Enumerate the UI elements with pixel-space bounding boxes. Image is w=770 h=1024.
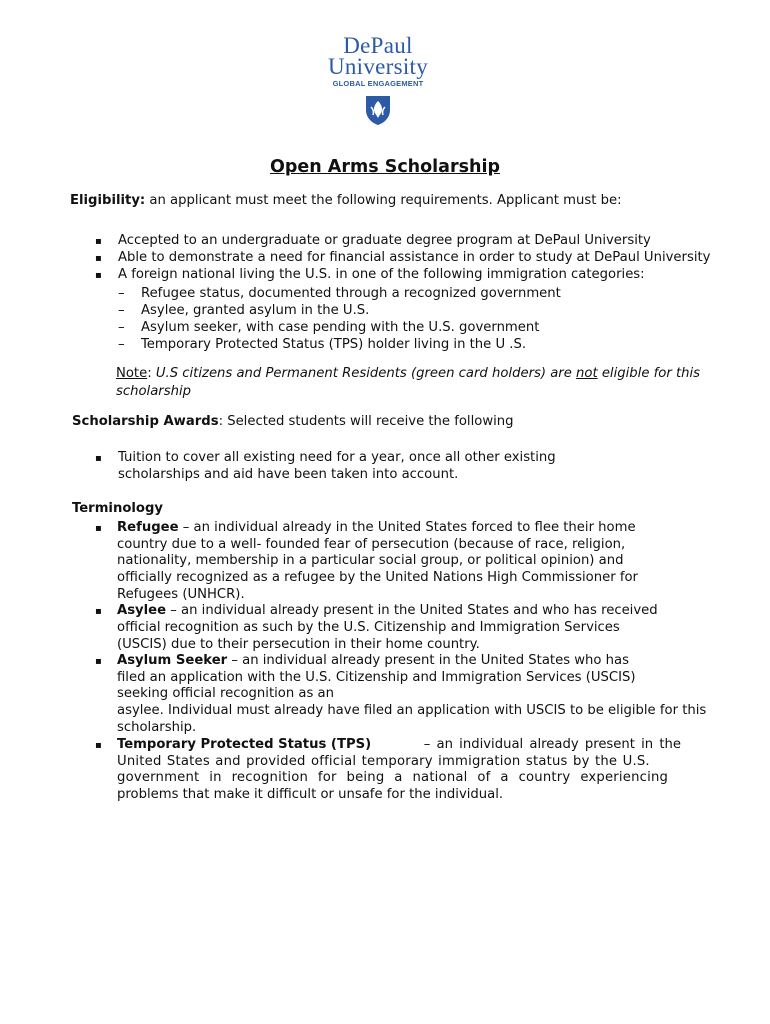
dash-icon: – [118,303,125,318]
dash-icon: – [118,337,125,352]
term-tps-line: problems that make it difficult or unsafe for the individual. [117,787,504,802]
note-not: not [576,366,598,381]
note-text: U.S citizens and Permanent Residents (green card holders) are [155,366,577,381]
term-seeker-line: filed an application with the U.S. Citizenship and Immigration Services (USCIS) [117,670,636,685]
term-tps-label: Temporary Protected Status (TPS) [117,737,372,752]
depaul-logo [318,33,438,126]
eligibility-subitem: Asylum seeker, with case pending with the U.S. government [141,320,540,335]
term-refugee-text: – an individual already in the United States forced to flee their home [178,520,636,535]
logo-line-university: University [327,54,429,79]
term-refugee-line: Refugees (UNHCR). [117,587,245,602]
eligibility-note [116,366,700,383]
term-tps-text: – an individual already present in the [417,737,681,752]
terminology-heading: Terminology [72,501,164,516]
eligibility-subitem: Temporary Protected Status (TPS) holder living in the U .S. [141,337,527,352]
term-refugee-line: officially recognized as a refugee by the United Nations High Commissioner for [117,570,638,585]
term-refugee-line: country due to a well- founded fear of persecution (because of race, religion, [117,537,626,552]
bullet-icon: ▪ [95,270,102,281]
note-text-end: eligible for this [597,366,701,381]
note-colon: : [147,366,156,381]
awards-item: Tuition to cover all existing need for a year, once all other existing [118,450,556,465]
term-asylee-line: (USCIS) due to their persecution in their home country. [117,637,480,652]
awards-intro-text: : Selected students will receive the following [218,414,514,429]
eligibility-label: Eligibility: [70,193,146,208]
term-seeker-text: – an individual already present in the United States who has [227,653,629,668]
eligibility-intro-text: an applicant must meet the following requirements. Applicant must be: [145,193,622,208]
bullet-icon: ▪ [95,656,102,667]
term-refugee-line: nationality, membership in a particular social group, or political opinion) and [117,553,624,568]
term-seeker-line: seeking official recognition as an [117,686,334,701]
dash-icon: – [118,320,125,335]
term-asylee-line: official recognition as such by the U.S. Citizenship and Immigration Services [117,620,620,635]
eligibility-item: A foreign national living the U.S. in one of the following immigration categories: [118,267,645,282]
page-title: Open Arms Scholarship [269,157,501,177]
term-seeker [117,653,629,670]
term-tps [117,737,681,754]
bullet-icon: ▪ [95,740,102,751]
logo-line-depaul: DePaul [343,33,413,58]
eligibility-intro [70,193,622,208]
bullet-icon: ▪ [95,523,102,534]
eligibility-item: Accepted to an undergraduate or graduate degree program at DePaul University [118,233,651,248]
term-seeker-label: Asylum Seeker [117,653,228,668]
term-asylee [117,603,658,620]
term-tps-line: United States and provided official temporary immigration status by the U.S. [117,754,650,769]
eligibility-subitem: Refugee status, documented through a recognized government [141,286,561,301]
note-label: Note [116,366,148,381]
awards-intro [72,414,514,429]
bullet-icon: ▪ [95,453,102,464]
term-seeker-line: scholarship. [117,720,197,735]
term-tps-line: government in recognition for being a national of a country experiencing [117,770,669,785]
bullet-icon: ▪ [95,606,102,617]
bullet-icon: ▪ [95,236,102,247]
eligibility-item: Able to demonstrate a need for financial assistance in order to study at DePaul University [118,250,711,265]
awards-item-cont: scholarships and aid have been taken into account. [118,467,459,482]
shield-icon [364,94,392,126]
term-asylee-label: Asylee [117,603,167,618]
bullet-icon: ▪ [95,253,102,264]
term-seeker-line: asylee. Individual must already have filed an application with USCIS to be eligible for this [117,703,707,718]
logo-line-global-engagement: GLOBAL ENGAGEMENT [332,79,424,88]
awards-label: Scholarship Awards [72,414,219,429]
dash-icon: – [118,286,125,301]
eligibility-note-cont: scholarship [116,384,191,399]
term-asylee-text: – an individual already present in the United States and who has received [166,603,658,618]
eligibility-subitem: Asylee, granted asylum in the U.S. [141,303,370,318]
term-refugee [117,520,636,537]
term-refugee-label: Refugee [117,520,179,535]
